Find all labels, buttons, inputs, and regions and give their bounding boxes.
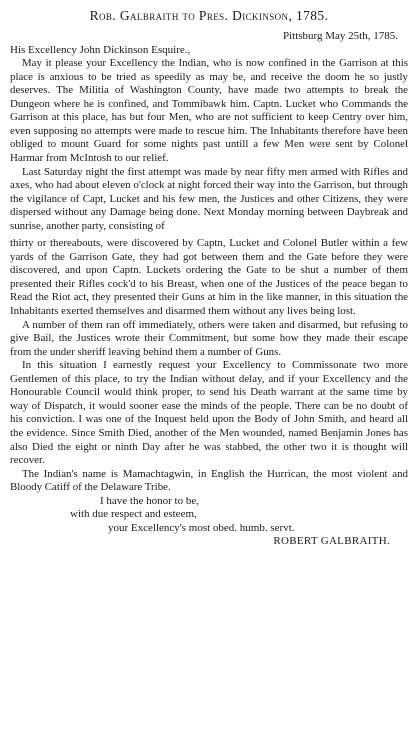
letter-heading (10, 8, 408, 24)
letter-paragraph-3: thirty or thereabouts, were discovered by Captn, Lucket and Colonel Butler within a few yards of the Garrison Gate, they had got between them and the Gate before they were discovered, and upon Captn. Luckets ordering the Gate to be shut a number of them presented their Rifles cock'd to his Breast, when one of the Justices of the peace began to Read the Riot act, they presented their Guns at him in the like manner, in this situation the Inhabitants exerted themselves and disarmed them without any lives being lost. (10, 237, 408, 318)
closing-line-3: your Excellency's most obed. humb. servt. (108, 521, 295, 534)
heading-recipient: Pres. Dickinson (198, 8, 289, 23)
letter-paragraph-2: Last Saturday night the first attempt was made by near fifty men armed with Rifles and axes, who had about eleven o'clock at night forced their way into the Garrison, but through the vigilance of Capt, Lucket and his few men, the Justices and other Citizens, they were dispersed without any Damage being done. Next Monday morning between Daybreak and sunrise, another party, consisting of (10, 165, 408, 232)
letter-salutation: His Excellency John Dickinson Esquire., (10, 43, 191, 56)
letter-dateline: Pittsburg May 25th, 1785. (282, 30, 398, 42)
letter-paragraph-4: A number of them ran off immediately, others were taken and disarmed, but refusing to give Bail, the Justices wrote their Commitment, but some how they made their escape from the under sheriff leaving behind them a number of Guns. (10, 318, 408, 358)
heading-year: , 1785. (288, 8, 329, 23)
letter-paragraph-5: In this situation I earnestly request your Excellency to Commissonate two more Gentlemen of this place, to try the Indian without delay, and if your Excellency and the Honourable Council would think proper, to send his Death warrant at the same time by way of Dispatch, it would sooner ease the minds of the people. There can be no doubt of his conviction. I was one of the Inquest held upon the Body of John Smith, and heard all the evidence. Since Smith Died, another of the Men wounded, named Benjamin Jones has also Died the eight or ninth Day after he was stabbed, the other two it is thought will recover. (10, 359, 408, 467)
heading-sender: Rob. Galbraith (89, 8, 179, 23)
letter-paragraph-1: May it please your Excellency the Indian, who is now confined in the Garrison at this place is anxious to be tried as speedily as may be, and receive the doom he so justly deserves. The Militia of Washington County, have made two attempts to break the Dungeon where he is confined, and Tommibawk him. Captn. Lucket who Commands the Garrison at this place, has but four Men, who are not sufficient to keep Centry over him, even supposing no attempts were made to rescue him. The Inhabitants therefore have been obliged to mount Guard for some nights past untill a few Men were sent by Colonel Harmar from McIntosh to our relief. (10, 57, 408, 165)
letter-signature: ROBERT GALBRAITH. (273, 535, 390, 548)
closing-line-2: with due respect and esteem, (70, 508, 197, 521)
heading-connector: to (178, 8, 199, 23)
document-page (10, 6, 408, 724)
letter-paragraph-6: The Indian's name is Mamachtagwin, in English the Hurrican, the most violent and Bloody Catiff of the Delaware Tribe. (10, 467, 408, 494)
closing-line-1: I have the honor to be, (100, 494, 199, 507)
